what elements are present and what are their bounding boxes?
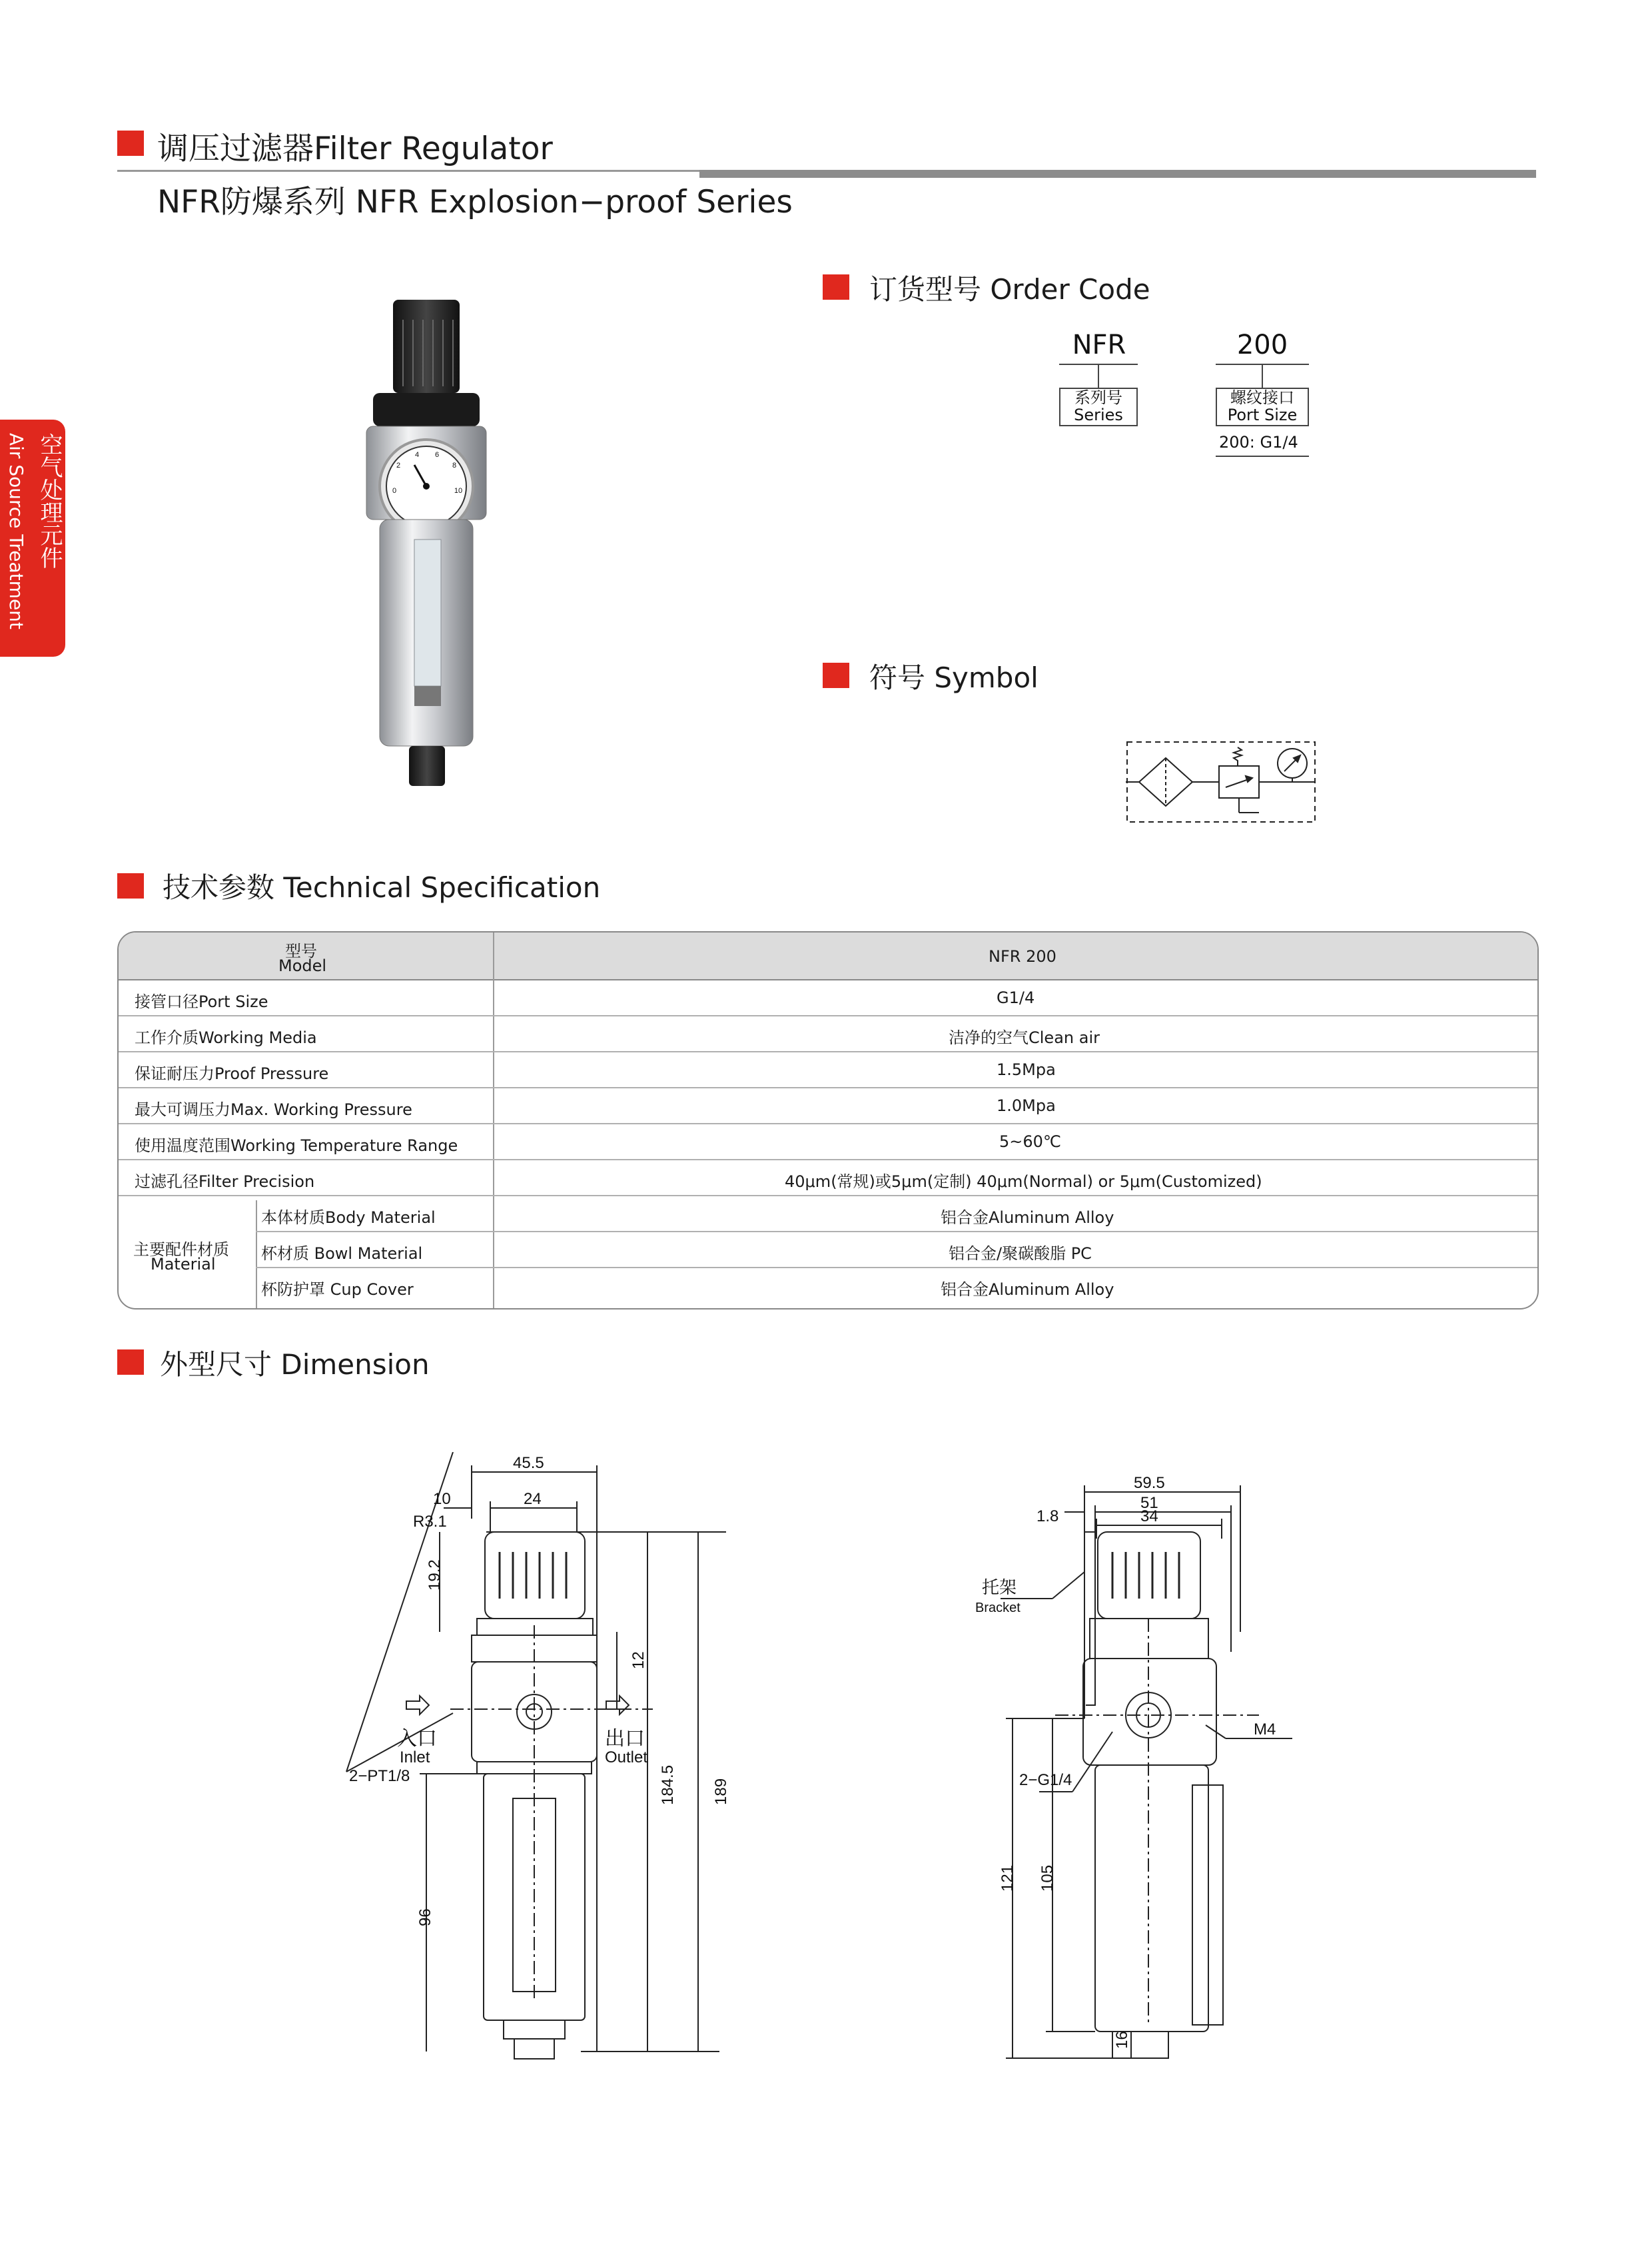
side-bracket-en: Bracket: [975, 1601, 1021, 1615]
spec-marker: [117, 873, 144, 899]
spec-heading: 技术参数 Technical Specification: [163, 871, 601, 904]
spec-row-divider: [119, 1087, 1537, 1088]
side-dim-59-5: 59.5: [1134, 1474, 1165, 1492]
order-port-label-en: Port Size: [1227, 406, 1298, 424]
spec-row-value: 40μm(常规)或5μm(定制) 40μm(Normal) or 5μm(Customized): [785, 1172, 1262, 1191]
spec-row-value: G1/4: [997, 988, 1035, 1007]
spec-row-label: 工作介质Working Media: [135, 1028, 317, 1047]
gauge-tick-2: 2: [396, 462, 401, 470]
side-bracket-cn: 托架: [982, 1577, 1017, 1597]
gauge-tick-4: 4: [414, 451, 420, 459]
spec-row-divider: [119, 1051, 1537, 1052]
side-m4: M4: [1254, 1720, 1276, 1738]
spec-model-header-en: Model: [278, 956, 327, 975]
order-series-box: [1059, 388, 1138, 426]
spec-row-label: 保证耐压力Proof Pressure: [135, 1064, 329, 1083]
spec-material-value: 铝合金Aluminum Alloy: [941, 1280, 1114, 1299]
spec-row-label: 过滤孔径Filter Precision: [135, 1172, 315, 1191]
front-port-pt: 2−PT1/8: [349, 1767, 410, 1785]
front-outlet-en: Outlet: [605, 1748, 648, 1766]
spec-row-divider: [256, 1231, 1537, 1232]
pneumatic-symbol: [1126, 739, 1319, 826]
order-port-code: 200: [1236, 330, 1288, 360]
front-dim-24: 24: [524, 1490, 542, 1508]
dimension-heading: 外型尺寸 Dimension: [160, 1348, 430, 1381]
front-dim-10: 10: [433, 1490, 451, 1508]
spec-row-divider: [119, 1123, 1537, 1124]
spec-model-header-cn: 型号: [285, 942, 317, 960]
order-series-label-cn: 系列号: [1074, 388, 1122, 407]
front-dim-184-5: 184.5: [659, 1764, 677, 1805]
spec-material-group-en: Material: [151, 1255, 216, 1274]
order-port-connector: [1262, 364, 1263, 388]
side-dim-16: 16: [1113, 2031, 1131, 2049]
side-tab-en: Air Source Treatment: [5, 433, 27, 629]
spec-row-divider: [119, 1015, 1537, 1016]
spec-row-divider: [119, 1159, 1537, 1160]
side-dim-1-8: 1.8: [1036, 1507, 1059, 1525]
front-inlet-cn: 入口: [397, 1728, 437, 1750]
symbol-marker: [823, 663, 849, 688]
product-photo: [353, 293, 513, 799]
spec-row-label: 接管口径Port Size: [135, 992, 268, 1011]
order-code-marker: [823, 274, 849, 300]
front-outlet-cn: 出口: [605, 1728, 645, 1750]
gauge-tick-8: 8: [452, 462, 457, 470]
page-subtitle: NFR防爆系列 NFR Explosion−proof Series: [157, 184, 793, 220]
front-dim-19-2: 19.2: [426, 1559, 444, 1591]
order-series-label-en: Series: [1074, 406, 1123, 424]
spec-material-label: 本体材质Body Material: [261, 1208, 436, 1227]
spec-col-divider: [493, 933, 494, 1308]
spec-row-divider: [119, 1195, 1537, 1196]
order-code-heading: 订货型号 Order Code: [869, 273, 1150, 306]
spec-row-divider: [256, 1267, 1537, 1268]
spec-material-label: 杯防护罩 Cup Cover: [261, 1280, 414, 1299]
spec-material-divider: [256, 1200, 257, 1308]
order-series-connector: [1098, 364, 1099, 388]
spec-table: [117, 931, 1539, 1309]
spec-model-value: NFR 200: [989, 947, 1056, 966]
spec-row-value: 洁净的空气Clean air: [949, 1028, 1100, 1047]
front-dim-12: 12: [629, 1651, 647, 1669]
front-dim-189: 189: [712, 1778, 730, 1805]
side-tab-cn: 空气处理元件: [36, 433, 63, 569]
front-dim-96: 96: [416, 1908, 434, 1926]
spec-material-label: 杯材质 Bowl Material: [261, 1244, 423, 1263]
spec-row-value: 1.0Mpa: [997, 1096, 1056, 1115]
spec-row-value: 1.5Mpa: [997, 1060, 1056, 1079]
spec-material-group-cn: 主要配件材质: [133, 1240, 229, 1259]
order-port-box: [1216, 388, 1309, 426]
side-dim-105: 105: [1038, 1864, 1056, 1892]
order-port-option: 200: G1/4: [1219, 433, 1298, 452]
spec-row-value: 5~60℃: [999, 1132, 1061, 1151]
spec-material-value: 铝合金/聚碳酸脂 PC: [949, 1244, 1092, 1263]
header-divider-bar: [699, 170, 1536, 178]
side-dim-121: 121: [999, 1864, 1017, 1892]
symbol-heading: 符号 Symbol: [869, 661, 1038, 694]
order-port-label-cn: 螺纹接口: [1230, 388, 1294, 407]
front-view-drawing: [320, 1452, 786, 2065]
side-port-g: 2−G1/4: [1019, 1771, 1072, 1789]
gauge-tick-0: 0: [392, 487, 397, 495]
side-tab: [0, 420, 65, 657]
title-marker: [117, 131, 144, 156]
spec-row-label: 使用温度范围Working Temperature Range: [135, 1136, 458, 1155]
side-dim-51: 51: [1140, 1494, 1158, 1512]
dimension-marker: [117, 1349, 144, 1375]
gauge-tick-6: 6: [434, 451, 440, 459]
order-port-option-underline: [1216, 456, 1309, 457]
spec-row-label: 最大可调压力Max. Working Pressure: [135, 1100, 412, 1119]
spec-material-value: 铝合金Aluminum Alloy: [941, 1208, 1114, 1227]
front-dim-r3-1: R3.1: [413, 1513, 447, 1531]
side-view-drawing: [966, 1452, 1366, 2065]
front-inlet-en: Inlet: [400, 1748, 430, 1766]
gauge-tick-10: 10: [454, 487, 463, 495]
front-dim-45-5: 45.5: [513, 1454, 544, 1472]
spec-table-header: [119, 933, 1537, 980]
side-dim-34: 34: [1140, 1507, 1158, 1525]
order-series-code: NFR: [1072, 330, 1126, 360]
page-title: 调压过滤器Filter Regulator: [157, 131, 553, 167]
